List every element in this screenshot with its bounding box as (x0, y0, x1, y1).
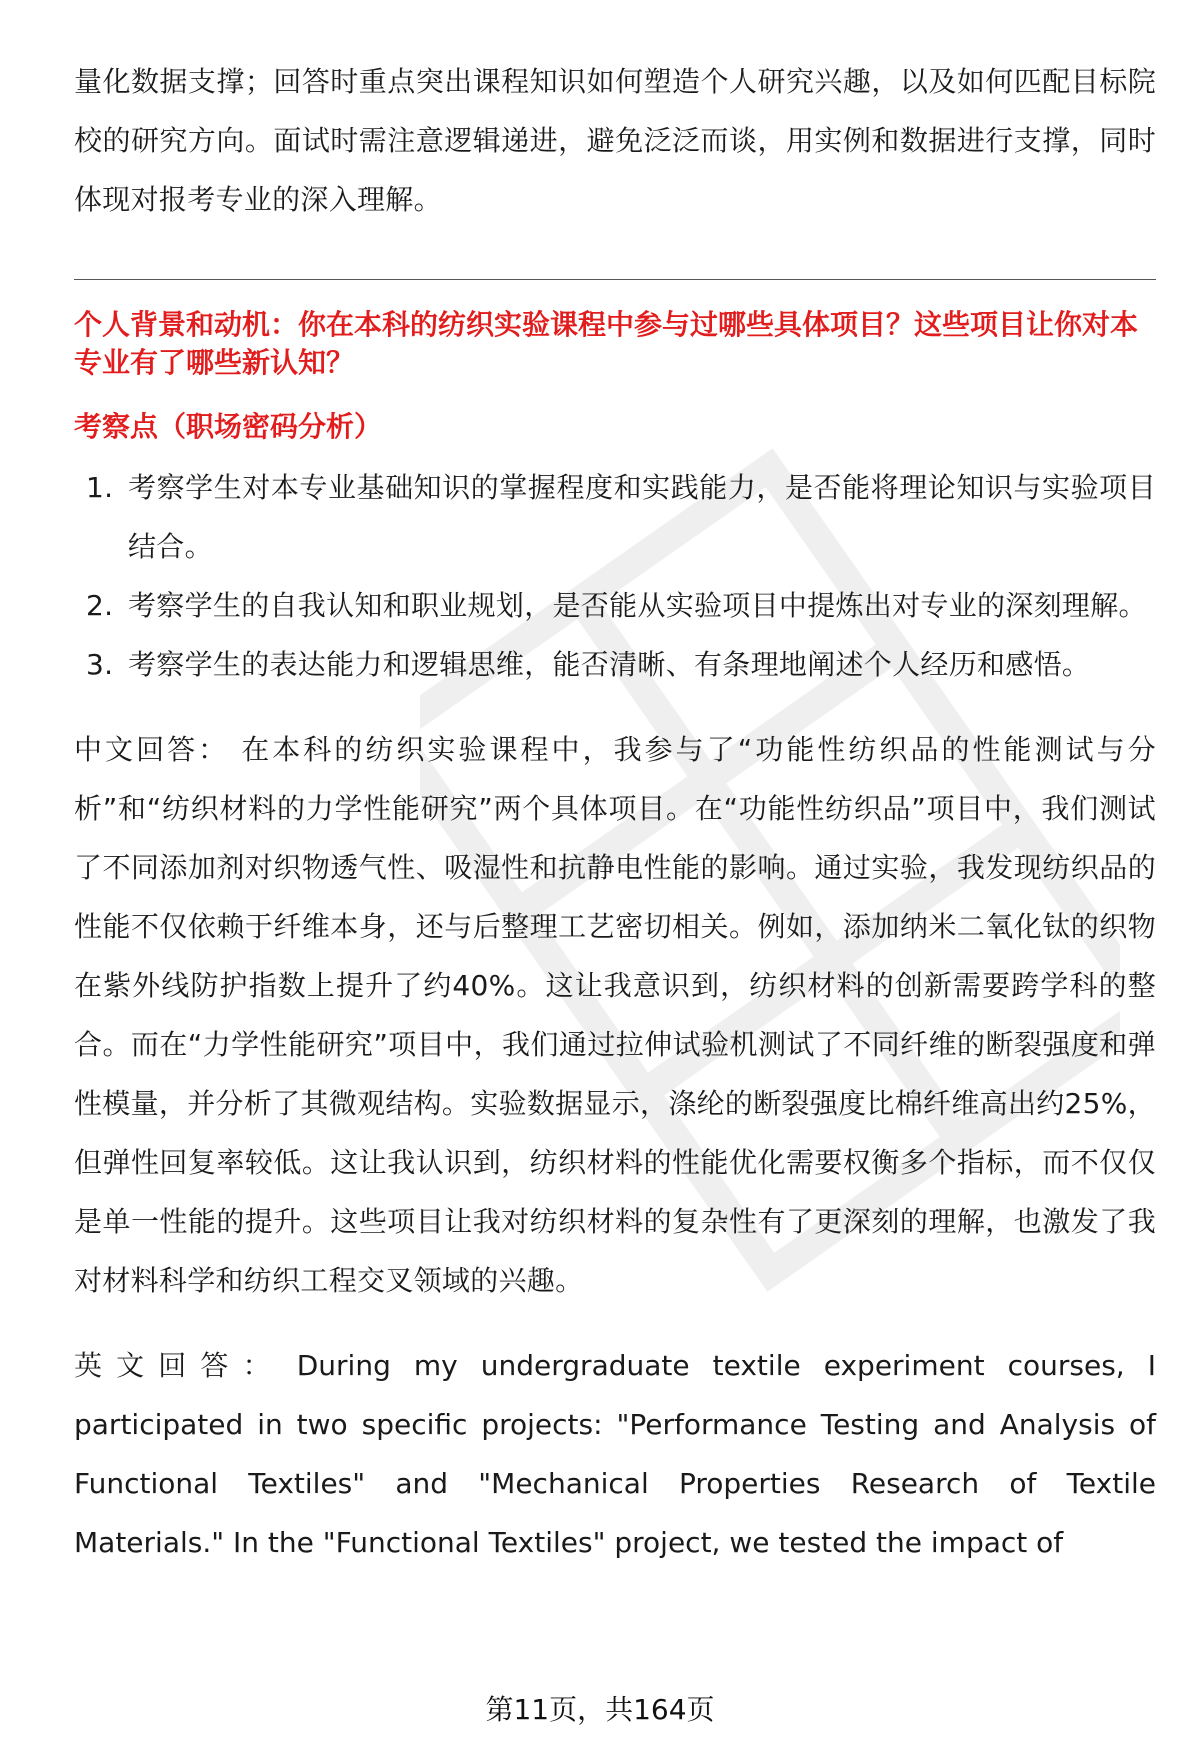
answer-english-text: During my undergraduate textile experiment courses, I participated in two specific projects: "Performance Testing and Analysis of Functional Textiles" and "Mechanical Properties Research of Textile Materials." In the "Functional Textiles" project, we tested the impact of (74, 1349, 1156, 1559)
page-footer: 第11页，共164页 (485, 1693, 715, 1726)
answer-chinese-label: 中文回答： (74, 733, 230, 766)
section-divider (74, 279, 1156, 280)
intro-paragraph: 量化数据支撑；回答时重点突出课程知识如何塑造个人研究兴趣，以及如何匹配目标院校的研究方向。面试时需注意逻辑递进，避免泛泛而谈，用实例和数据进行支撑，同时体现对报考专业的深入理解。 (74, 65, 1156, 216)
list-item-number: 2. (86, 589, 114, 622)
answer-chinese-text: 在本科的纺织实验课程中，我参与了“功能性纺织品的性能测试与分析”和“纺织材料的力学性能研究”两个具体项目。在“功能性纺织品”项目中，我们测试了不同添加剂对织物透气性、吸湿性和抗静电性能的影响。通过实验，我发现纺织品的性能不仅依赖于纤维本身，还与后整理工艺密切相关。例如，添加纳米二氧化钛的织物在紫外线防护指数上提升了约40%。这让我意识到，纺织材料的创新需要跨学科的整合。而在“力学性能研究”项目中，我们通过拉伸试验机测试了不同纤维的断裂强度和弹性模量，并分析了其微观结构。实验数据显示，涤纶的断裂强度比棉纤维高出约25%，但弹性回复率较低。这让我认识到，纺织材料的性能优化需要权衡多个指标，而不仅仅是单一性能的提升。这些项目让我对纺织材料的复杂性有了更深刻的理解，也激发了我对材料科学和纺织工程交叉领域的兴趣。 (74, 733, 1156, 1297)
answer-english (74, 1336, 1156, 1572)
document-page (74, 52, 1156, 1572)
list-item-text: 考察学生的自我认知和职业规划，是否能从实验项目中提炼出对专业的深刻理解。 (128, 589, 1147, 622)
list-item-text: 考察学生的表达能力和逻辑思维，能否清晰、有条理地阐述个人经历和感悟。 (128, 648, 1091, 681)
question-heading: 个人背景和动机：你在本科的纺织实验课程中参与过哪些具体项目？这些项目让你对本专业有了哪些新认知？ (74, 308, 1139, 379)
section-title: 考察点（职场密码分析） (74, 410, 383, 443)
points-list (74, 458, 1156, 694)
list-item-number: 1. (86, 471, 114, 504)
list-item-number: 3. (86, 648, 114, 681)
list-item-text: 考察学生对本专业基础知识的掌握程度和实践能力，是否能将理论知识与实验项目结合。 (128, 471, 1156, 563)
list-item (74, 635, 1156, 694)
list-item (74, 576, 1156, 635)
answer-chinese (74, 720, 1156, 1310)
list-item (74, 458, 1156, 576)
answer-english-label: 英文回答： (74, 1349, 285, 1382)
